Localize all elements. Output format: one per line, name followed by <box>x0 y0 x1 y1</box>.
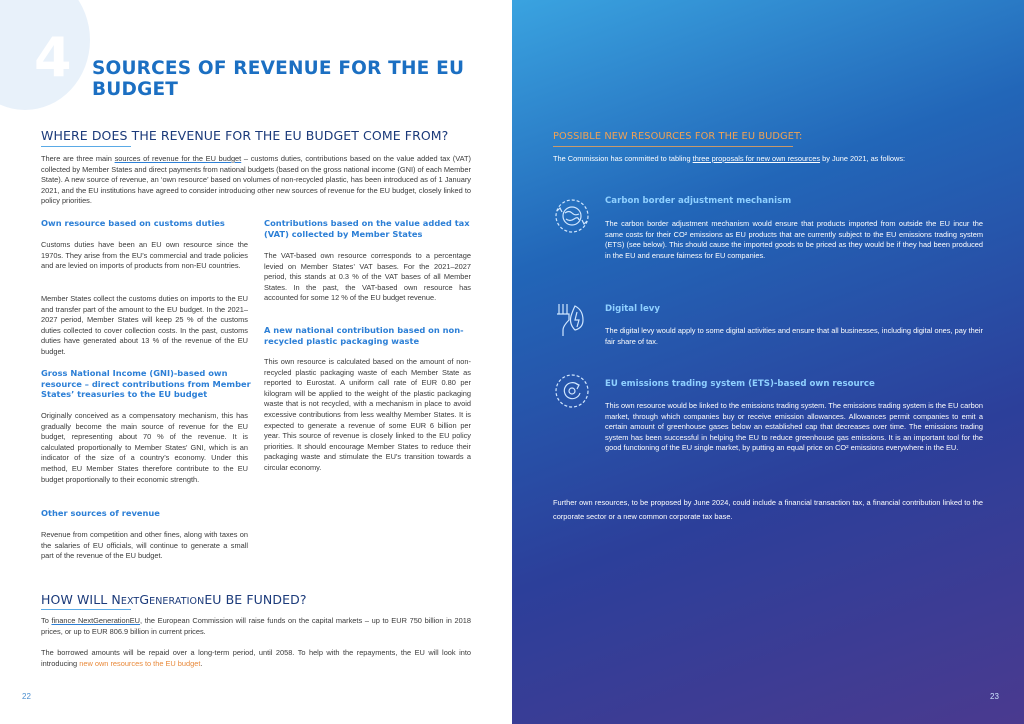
finance-ngeu-link[interactable]: finance NextGenerationEU <box>51 616 140 625</box>
new-own-resources-link[interactable]: new own resources to the EU budget <box>79 658 201 668</box>
heading-underline <box>41 609 131 610</box>
ngeu-text: The borrowed amounts will be repaid over a long-term period, until 2058. To help with the repayments, the EU will look into introducing <box>41 648 471 668</box>
heading-underline <box>553 146 793 147</box>
gni-heading: Gross National Income (GNI)-based own resource – direct contributions from Member States’ treasuries to the EU budget <box>41 368 251 399</box>
page-number-right: 23 <box>990 692 999 701</box>
three-proposals-link[interactable]: three proposals for new own resources <box>692 154 821 163</box>
section-heading-revenue: WHERE DOES THE REVENUE FOR THE EU BUDGET COME FROM? <box>41 128 449 143</box>
intro-text-cont: – customs duties, contributions based on the value added tax (VAT) collected by Member States and direct payments from national budgets (based on the gross national income (GNI) of each Member State). A new source of revenue, an ‘own resource’ based on volumes of non-recycled plastic, has been introduced as of 1 January 2021, and the EU institutions have agreed to consider introducing other new sources of revenue for the EU budget, closely linked to policy priorities. <box>41 154 471 206</box>
new-resources-intro <box>553 154 993 165</box>
digital-plug-icon <box>553 300 591 338</box>
sources-of-revenue-link[interactable]: sources of revenue for the EU budget <box>114 154 242 163</box>
digital-levy-text: The digital levy would apply to some digital activities and ensure that all businesses, including digital ones, pay their fair share of tax. <box>605 326 983 346</box>
ets-text: This own resource would be linked to the emissions trading system. The emissions trading system is the EU carbon market, through which companies buy or receive emission allowances. Allowances permit companies to emit a certain amount of greenhouse gases below an established cap that decreases over time. The emissions trading system has been successful in helping the EU to reduce greenhouse gas emissions. It is an important tool for the good functioning of the EU single market, by putting an equal price on CO² emissions everywhere in the EU. <box>605 401 983 453</box>
further-resources-text: Further own resources, to be proposed by June 2024, could include a financial transaction tax, a financial contribution linked to the corporate sector or a new common corporate tax base. <box>553 498 983 521</box>
ngeu-text-cont: , the European Commission will raise funds on the capital markets – up to EUR 750 billion in 2018 prices, or up to EUR 806.9 billion in current prices. <box>41 616 471 636</box>
heading-underline <box>41 146 131 147</box>
plastic-paragraph: This own resource is calculated based on the amount of non-recycled plastic packaging waste of each Member State as reported to Eurostat. A uniform call rate of EUR 0.80 per kilogram will be applied to the weight of the plastic packaging waste that is not recycled, with a mechanism in place to avoid excessive contributions from less wealthy Member States. It is expected to generate a revenue of some EUR 6 billion per year. This source of revenue is closely linked to the EU policy priorities. It should encourage Member States to reduce their packaging waste and stimulate the EU’s transition towards a circular economy. <box>264 357 471 472</box>
digital-levy-title: Digital levy <box>605 304 660 314</box>
ngeu-heading-part: HOW WILL N <box>41 592 121 607</box>
intro-text-cont: by June 2021, as follows: <box>820 154 906 163</box>
customs-paragraph-2: Member States collect the customs duties on imports to the EU and transfer part of the amount to the EU budget. In the 2021–2027 period, Member States will keep 25 % of the customs duties collected to cover collection costs. In the past, customs duties have generated about 13 % of the revenue of the EU budget. <box>41 294 248 356</box>
new-resources-heading: POSSIBLE NEW RESOURCES FOR THE EU BUDGET: <box>553 131 803 142</box>
right-page <box>512 0 1024 724</box>
vat-heading: Contributions based on the value added tax (VAT) collected by Member States <box>264 218 470 239</box>
intro-text: There are three main <box>41 154 115 163</box>
vat-paragraph: The VAT-based own resource corresponds to a percentage levied on Member States’ VAT bases. For the 2021–2027 period, this stands at 0.3 % of the VAT bases of all Member States. In the past, the VAT-based own resource has accounted for some 12 % of the EU budget revenue. <box>264 251 471 303</box>
ngeu-heading-part: G <box>139 592 150 607</box>
globe-border-icon <box>553 197 591 235</box>
customs-paragraph-1: Customs duties have been an EU own resource since the 1970s. They arise from the EU’s commercial and trade policies and are levied on imports of products from non-EU countries. <box>41 240 248 271</box>
ngeu-heading-smallcaps: EXT <box>120 596 140 607</box>
ets-title: EU emissions trading system (ETS)-based own resource <box>605 379 875 389</box>
emissions-cycle-icon <box>553 372 591 410</box>
chapter-title: SOURCES OF REVENUE FOR THE EU BUDGET <box>92 58 465 100</box>
section-intro <box>41 154 471 207</box>
section-heading-ngeu <box>41 592 307 607</box>
intro-text: The Commission has committed to tabling <box>553 154 693 163</box>
ngeu-text: To <box>41 616 52 625</box>
customs-heading: Own resource based on customs duties <box>41 218 225 228</box>
ngeu-paragraph-1 <box>41 616 471 637</box>
plastic-heading: A new national contribution based on non-recycled plastic packaging waste <box>264 325 464 346</box>
other-sources-heading: Other sources of revenue <box>41 508 160 518</box>
ngeu-heading-part: EU BE FUNDED? <box>204 592 307 607</box>
carbon-border-text: The carbon border adjustment mechanism would ensure that products imported from outside the EU incur the same costs for their CO² emissions as EU products that are currently subject to the EU emissions trading system (ETS) (see below). This should cause the imported goods to be priced as they would be if they had been produced in the EU and ensure fairness for EU companies. <box>605 219 983 260</box>
carbon-border-title: Carbon border adjustment mechanism <box>605 196 792 206</box>
ngeu-paragraph-2 <box>41 648 471 669</box>
chapter-number: 4 <box>34 26 72 89</box>
gni-paragraph: Originally conceived as a compensatory mechanism, this has gradually become the main source of revenue for the EU budget, representing about 70 % of the revenue. It is calculated proportionally to Member States’ GNI, which is an indicator of the size of a country’s economy. Under this method, EU Member States therefore contribute to the EU budget proportionally to their economic strength. <box>41 411 248 484</box>
ngeu-heading-smallcaps: ENERATION <box>149 596 205 607</box>
page-number-left: 22 <box>22 692 31 701</box>
other-sources-paragraph: Revenue from competition and other fines, along with taxes on the salaries of EU officials, will continue to generate a small part of the revenue of the EU budget. <box>41 530 248 561</box>
ngeu-text-cont: . <box>200 658 203 668</box>
